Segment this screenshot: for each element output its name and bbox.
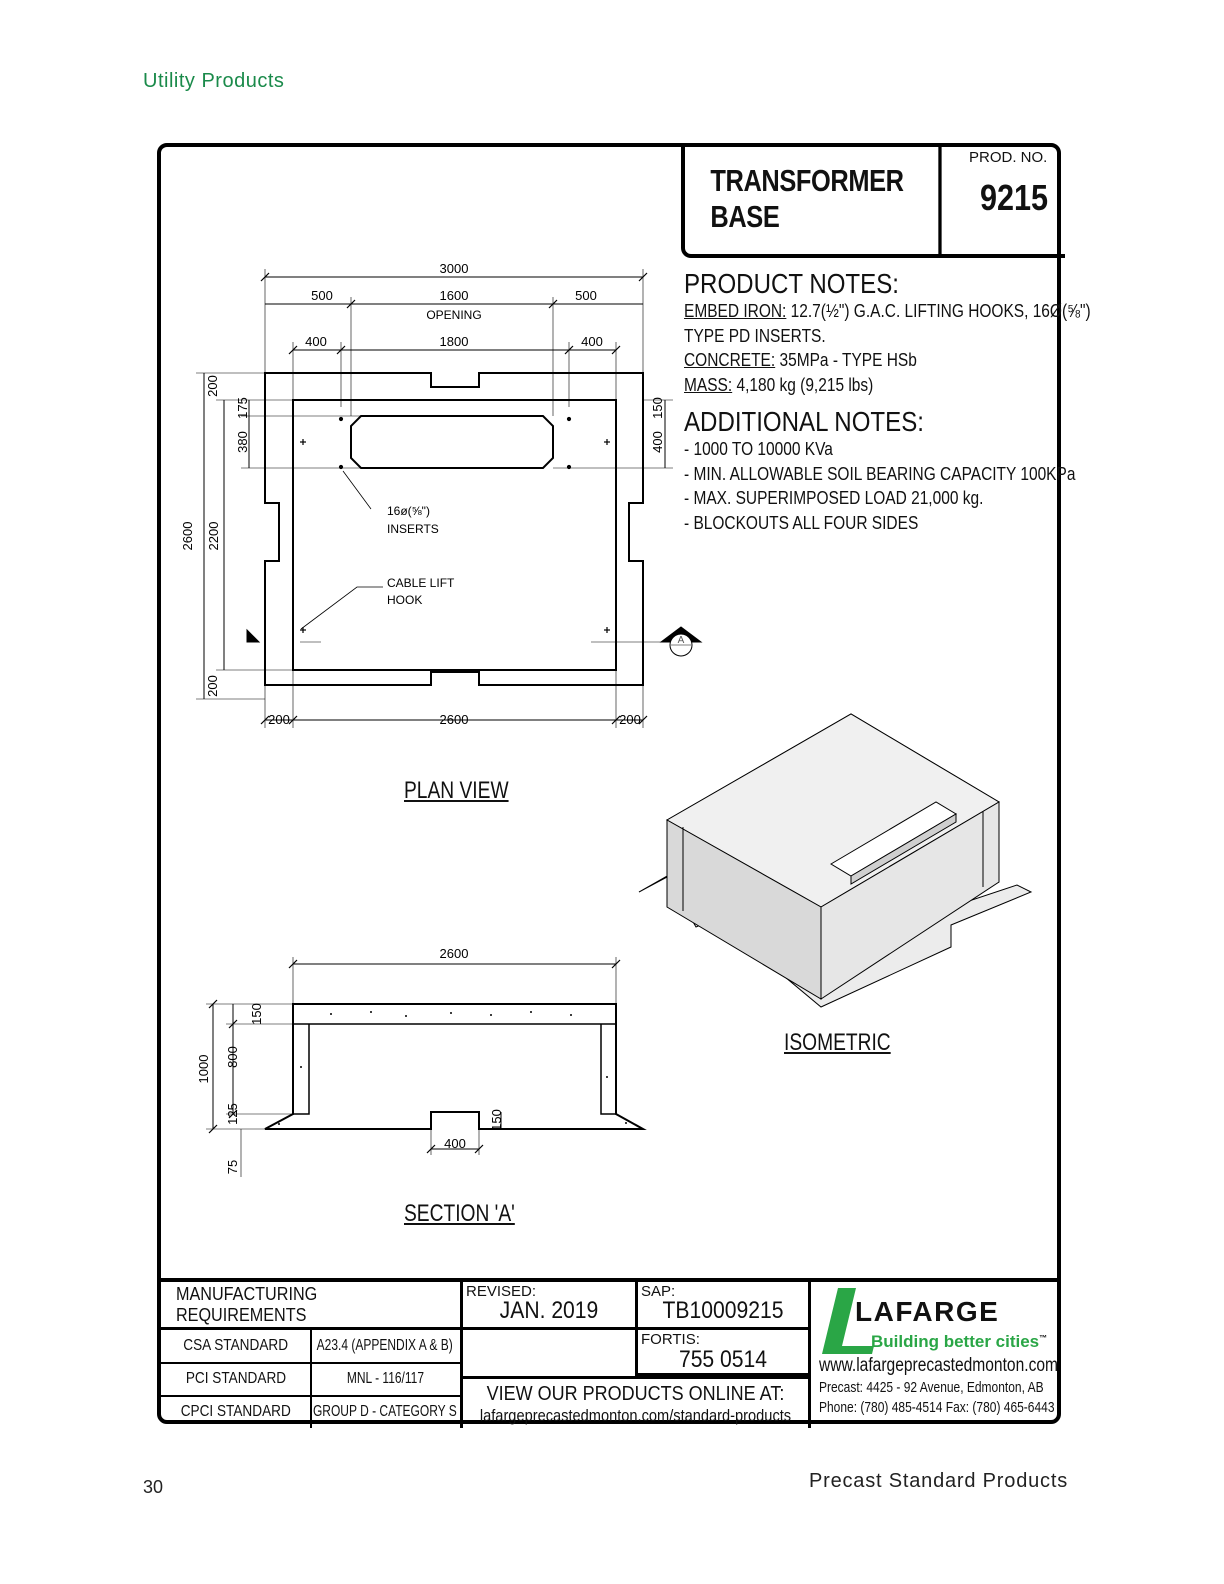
- dim-380: 380: [235, 431, 250, 453]
- dim-400-right: 400: [581, 334, 603, 349]
- drawings-canvas: [161, 147, 1091, 1272]
- footer-title: Precast Standard Products: [808, 1470, 1068, 1492]
- standard-row: CSA STANDARD: [161, 1330, 312, 1364]
- sap-number: TB10009215: [662, 1297, 784, 1324]
- embed-iron-note-cont: TYPE PD INSERTS.: [684, 325, 826, 346]
- inserts-callout-2: INSERTS: [387, 522, 439, 536]
- section-view-label: SECTION 'A': [404, 1200, 515, 1227]
- hook-callout-1: CABLE LIFT: [387, 576, 455, 590]
- dim-1000: 1000: [196, 1054, 211, 1084]
- section-marker-label: A: [677, 635, 685, 646]
- section-outline: [265, 1004, 643, 1129]
- hook-callout-2: HOOK: [387, 593, 423, 607]
- additional-note-item: - 1000 TO 10000 KVa: [684, 439, 833, 459]
- plan-outline: [265, 373, 643, 685]
- dim-75: 75: [225, 1159, 240, 1175]
- dim-125: 125: [225, 1103, 240, 1125]
- dim-400-left: 400: [305, 334, 327, 349]
- isometric-drawing: [639, 714, 1031, 1007]
- concrete-note: CONCRETE: 35MPa - TYPE HSb: [684, 350, 917, 370]
- online-cell: [463, 1376, 811, 1428]
- dim-200-b-left: 200: [268, 712, 290, 727]
- additional-note-item: - MAX. SUPERIMPOSED LOAD 21,000 kg.: [684, 488, 984, 508]
- dim-section-2600: 2600: [439, 946, 469, 961]
- manufacturing-heading: MANUFACTURING REQUIREMENTS: [175, 1283, 318, 1325]
- product-notes-heading: PRODUCT NOTES:: [684, 268, 899, 299]
- dim-section-150: 150: [249, 1003, 264, 1025]
- dim-2600-v: 2600: [180, 521, 195, 551]
- online-url[interactable]: lafargeprecastedmonton.com/standard-products: [479, 1406, 792, 1425]
- plan-top-slot: [351, 416, 553, 468]
- dim-notch-150: 150: [489, 1109, 504, 1131]
- page-number: 30: [143, 1477, 164, 1497]
- embed-iron-note: EMBED IRON: 12.7(½") G.A.C. LIFTING HOOKS, 16Ø(⅝"): [684, 301, 1091, 321]
- standard-value: GROUP D - CATEGORY S: [313, 1402, 457, 1420]
- fortis-cell: [638, 1330, 811, 1376]
- company-cell: [811, 1282, 1057, 1428]
- prod-no-label: PROD. NO.: [969, 149, 1048, 166]
- additional-notes-heading: ADDITIONAL NOTES:: [684, 406, 924, 437]
- standard-value: MNL - 116/117: [310, 1362, 460, 1397]
- section-header: Utility Products: [143, 70, 285, 92]
- dim-400-r: 400: [650, 431, 665, 453]
- company-website[interactable]: www.lafargeprecastedmonton.com: [819, 1355, 1059, 1376]
- sap-cell: [638, 1282, 811, 1330]
- company-tagline: Building better cities™: [871, 1332, 1048, 1351]
- dim-1800: 1800: [439, 334, 469, 349]
- fortis-label: FORTIS:: [641, 1331, 700, 1348]
- dim-500-left: 500: [311, 288, 333, 303]
- company-name: LAFARGE: [855, 1296, 1000, 1327]
- dim-opening-label: OPENING: [426, 308, 482, 322]
- manufacturing-table: [161, 1330, 463, 1428]
- standard-row: PCI STANDARD: [161, 1362, 312, 1397]
- revised-label: REVISED:: [466, 1283, 537, 1300]
- dim-500-right: 500: [575, 288, 597, 303]
- dim-1600: 1600: [439, 288, 469, 303]
- dim-200-top: 200: [205, 375, 220, 397]
- dim-2200: 2200: [206, 521, 221, 551]
- blank-cell: [463, 1330, 638, 1376]
- inserts-callout-1: 16ø(⅝"): [387, 504, 430, 518]
- dim-175: 175: [235, 397, 250, 419]
- plan-inner-opening: [293, 400, 616, 670]
- dim-2600-b: 2600: [439, 712, 469, 727]
- mass-note: MASS: 4,180 kg (9,215 lbs): [684, 374, 874, 395]
- standard-value: A23.4 (APPENDIX A & B): [310, 1330, 460, 1364]
- title-strip: [161, 1278, 1057, 1428]
- plan-view-label: PLAN VIEW: [404, 777, 509, 804]
- dim-3000: 3000: [439, 261, 469, 276]
- fortis-number: 755 0514: [678, 1346, 768, 1373]
- dim-150: 150: [650, 397, 665, 419]
- additional-note-item: - BLOCKOUTS ALL FOUR SIDES: [684, 512, 919, 533]
- sap-label: SAP:: [641, 1283, 676, 1300]
- standard-row: CPCI STANDARD: [161, 1395, 312, 1428]
- isometric-label: ISOMETRIC: [784, 1029, 891, 1056]
- company-address: Precast: 4425 - 92 Avenue, Edmonton, AB: [819, 1379, 1044, 1396]
- drawing-sheet: [157, 143, 1091, 1425]
- product-name: TRANSFORMER BASE: [710, 143, 941, 254]
- online-heading: VIEW OUR PRODUCTS ONLINE AT:: [486, 1383, 785, 1405]
- company-phone: Phone: (780) 485-4514 Fax: (780) 465-6443: [819, 1399, 1055, 1416]
- manufacturing-heading-cell: [161, 1282, 463, 1330]
- revised-cell: [463, 1282, 638, 1330]
- revised-date: JAN. 2019: [499, 1297, 599, 1324]
- additional-note-item: - MIN. ALLOWABLE SOIL BEARING CAPACITY 100KPa: [684, 463, 1076, 484]
- dim-200-bottom: 200: [205, 675, 220, 697]
- dim-200-b-right: 200: [619, 712, 641, 727]
- dim-notch-400: 400: [444, 1136, 466, 1151]
- dim-800: 800: [225, 1046, 240, 1068]
- prod-no: 9215: [979, 177, 1049, 218]
